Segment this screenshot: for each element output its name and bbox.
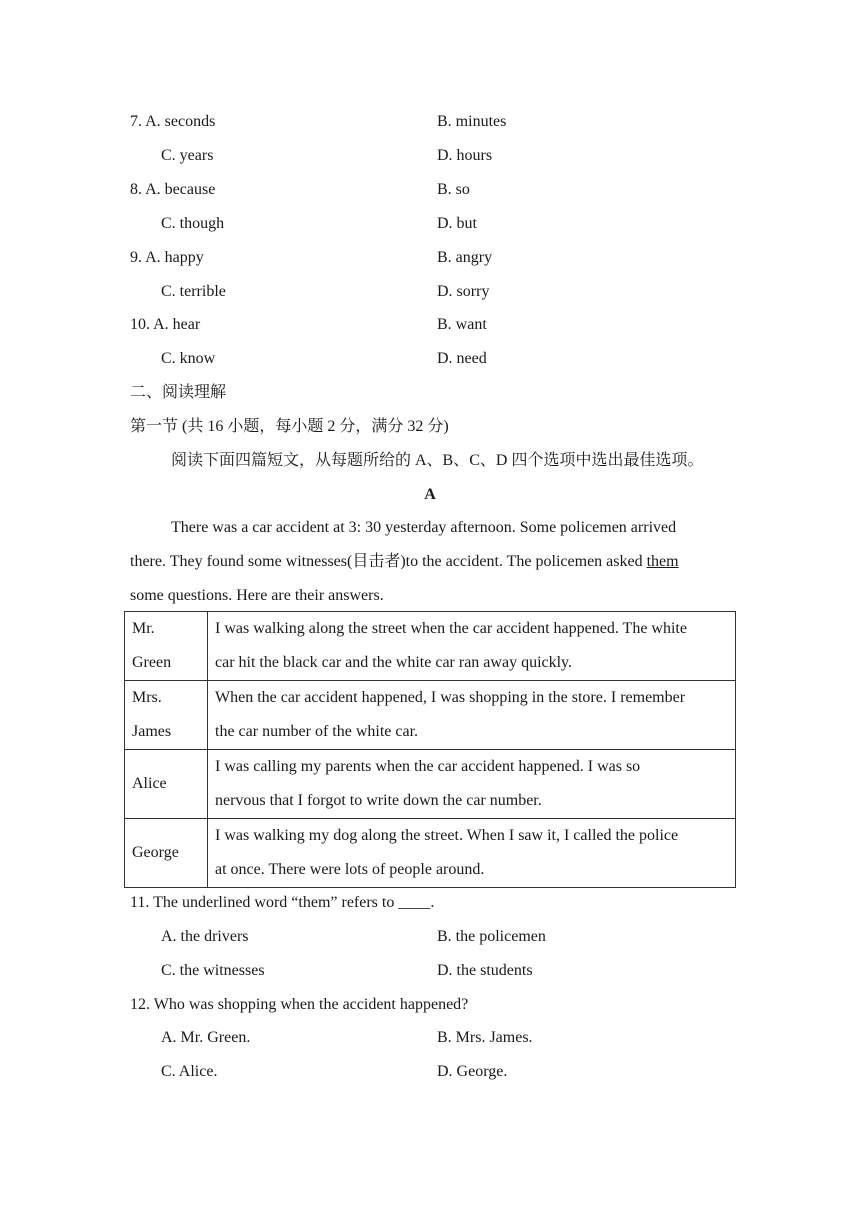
witness-name-line: James: [132, 723, 172, 740]
q10-number: 10.: [130, 316, 150, 333]
section-part: 第一节 (共 16 小题，每小题 2 分，满分 32 分): [130, 418, 449, 435]
table-row: [125, 819, 736, 888]
q7-option-b: B. minutes: [437, 113, 507, 130]
q8-option-b: B. so: [437, 181, 470, 198]
answer-line: nervous that I forgot to write down the car number.: [215, 792, 542, 809]
q9-a-text: A. happy: [145, 249, 204, 266]
q12-stem: 12. Who was shopping when the accident happened?: [130, 996, 469, 1013]
q8-option-a: [130, 180, 215, 200]
q7-option-d: D. hours: [437, 147, 493, 164]
passage-line-2-text: there. They found some witnesses(目击者)to the accident. The policemen asked: [130, 553, 647, 570]
q12-option-a: A. Mr. Green.: [161, 1029, 251, 1046]
table-row: [125, 750, 736, 819]
passage-label: A: [424, 486, 436, 503]
answer-line: I was walking along the street when the car accident happened. The white: [215, 620, 687, 637]
section-instruction: 阅读下面四篇短文，从每题所给的 A、B、C、D 四个选项中选出最佳选项。: [171, 452, 704, 469]
q12-option-b: B. Mrs. James.: [437, 1029, 533, 1046]
witness-name-line: George: [132, 844, 179, 861]
witness-name: [125, 750, 208, 819]
q9-option-b: B. angry: [437, 249, 493, 266]
q9-number: 9.: [130, 249, 142, 266]
q10-option-a: [130, 315, 200, 335]
witness-answer: [208, 612, 736, 681]
q10-a-text: A. hear: [153, 316, 201, 333]
q10-option-c: C. know: [161, 350, 216, 367]
q10-option-d: D. need: [437, 350, 487, 367]
q11-option-a: A. the drivers: [161, 928, 249, 945]
witness-name-line: Mr.: [132, 620, 155, 637]
q9-option-d: D. sorry: [437, 283, 490, 300]
witness-name: [125, 819, 208, 888]
q8-a-text: A. because: [145, 181, 216, 198]
q9-option-a: [130, 248, 204, 268]
q7-option-c: C. years: [161, 147, 214, 164]
witness-name: [125, 612, 208, 681]
underlined-word: them: [646, 553, 679, 570]
q7-a-text: A. seconds: [145, 113, 216, 130]
q8-option-d: D. but: [437, 215, 477, 232]
witness-name-line: Green: [132, 654, 172, 671]
q8-option-c: C. though: [161, 215, 225, 232]
passage-line-3: some questions. Here are their answers.: [130, 587, 384, 604]
witness-answer: [208, 681, 736, 750]
witness-name-line: Alice: [132, 775, 167, 792]
q11-option-c: C. the witnesses: [161, 962, 265, 979]
table-row: [125, 612, 736, 681]
answer-line: I was walking my dog along the street. When I saw it, I called the police: [215, 827, 679, 844]
q11-stem: 11. The underlined word “them” refers to ____.: [130, 894, 435, 911]
q7-option-a: [130, 112, 215, 132]
answer-line: the car number of the white car.: [215, 723, 419, 740]
answer-line: I was calling my parents when the car accident happened. I was so: [215, 758, 641, 775]
witness-answer: [208, 819, 736, 888]
witness-table: [124, 611, 736, 888]
q10-option-b: B. want: [437, 316, 487, 333]
witness-answer: [208, 750, 736, 819]
answer-line: When the car accident happened, I was shopping in the store. I remember: [215, 689, 686, 706]
q7-number: 7.: [130, 113, 142, 130]
answer-line: car hit the black car and the white car ran away quickly.: [215, 654, 573, 671]
section-title: 二、阅读理解: [130, 384, 227, 401]
q11-option-b: B. the policemen: [437, 928, 546, 945]
q12-option-c: C. Alice.: [161, 1063, 218, 1080]
witness-name: [125, 681, 208, 750]
answer-line: at once. There were lots of people around.: [215, 861, 485, 878]
passage-line-1: There was a car accident at 3: 30 yesterday afternoon. Some policemen arrived: [171, 519, 677, 536]
table-row: [125, 681, 736, 750]
q11-option-d: D. the students: [437, 962, 533, 979]
q9-option-c: C. terrible: [161, 283, 226, 300]
witness-name-line: Mrs.: [132, 689, 162, 706]
q12-option-d: D. George.: [437, 1063, 508, 1080]
q8-number: 8.: [130, 181, 142, 198]
passage-line-2: [130, 552, 679, 572]
